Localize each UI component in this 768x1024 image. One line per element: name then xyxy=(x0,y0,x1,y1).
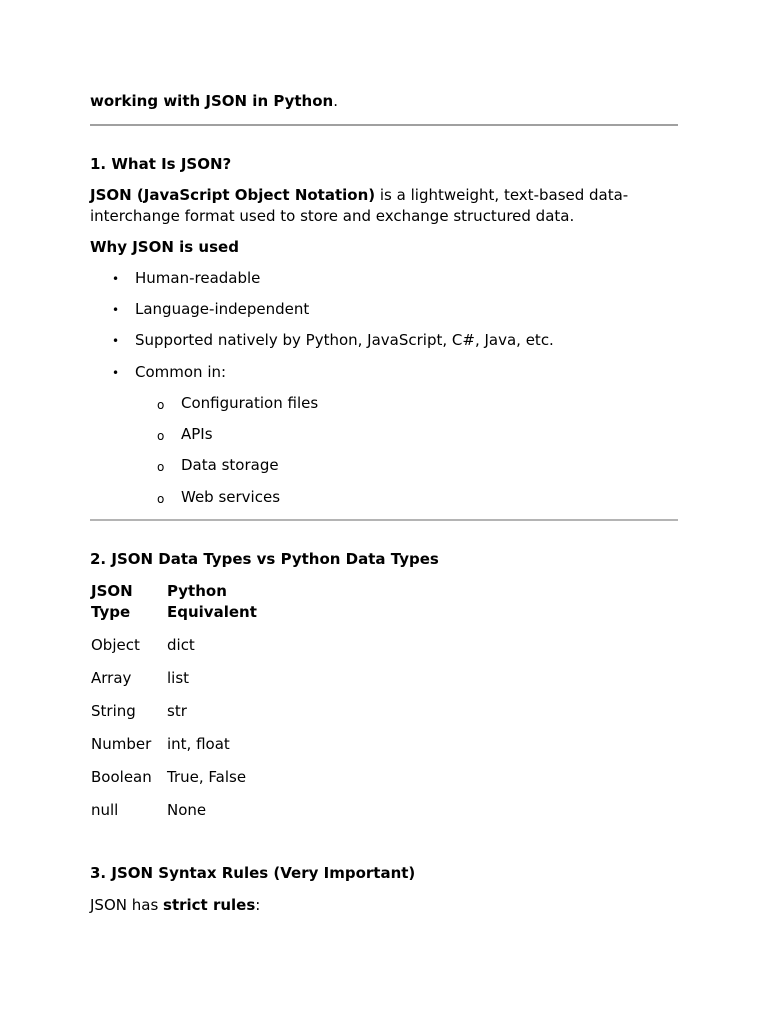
list-item-text: Human-readable xyxy=(135,269,261,287)
section3-text: JSON has strict rules: xyxy=(90,896,261,914)
bullet-icon: • xyxy=(112,366,120,380)
table-cell-python: None xyxy=(167,801,207,819)
bullet-icon: • xyxy=(112,334,120,348)
why-json-heading: Why JSON is used xyxy=(90,238,239,256)
sub-list-item-text: Data storage xyxy=(181,456,279,474)
table-cell-json: String xyxy=(91,702,136,720)
sub-list-item-text: Web services xyxy=(181,488,281,506)
intro-tail: . xyxy=(333,92,339,110)
sub-list-item-text: Configuration files xyxy=(181,394,319,412)
table-cell-python: int, float xyxy=(167,735,230,753)
intro-line xyxy=(90,91,338,112)
bullet-icon: • xyxy=(112,272,120,286)
header-python-line-2: Equivalent xyxy=(167,603,257,621)
strict-rules-emphasis: strict rules xyxy=(163,896,256,914)
definition-term: JSON (JavaScript Object Notation) xyxy=(90,186,376,204)
list-item-text: Language-independent xyxy=(135,300,310,318)
divider-1 xyxy=(90,124,678,126)
list-item-text: Common in: xyxy=(135,363,227,381)
circle-bullet-icon: o xyxy=(157,460,165,474)
circle-bullet-icon: o xyxy=(157,429,165,443)
list-item-text: Supported natively by Python, JavaScript, C#, Java, etc. xyxy=(135,331,554,349)
table-cell-python: list xyxy=(167,669,190,687)
table-cell-json: Boolean xyxy=(91,768,152,786)
intro-bold: working with JSON in Python xyxy=(90,92,334,110)
table-cell-json: Number xyxy=(91,735,152,753)
table-cell-python: True, False xyxy=(167,768,247,786)
section3-heading: 3. JSON Syntax Rules (Very Important) xyxy=(90,864,416,882)
header-python-line-1: Python xyxy=(167,582,227,600)
table-cell-python: dict xyxy=(167,636,195,654)
divider-2 xyxy=(90,519,678,521)
table-cell-json: Object xyxy=(91,636,140,654)
table-cell-python: str xyxy=(167,702,187,720)
header-json-line-1: JSON xyxy=(91,582,133,600)
header-json-line-2: Type xyxy=(91,603,131,621)
definition-line-1: JSON (JavaScript Object Notation) is a lightweight, text-based data- xyxy=(90,186,629,204)
table-cell-json: Array xyxy=(91,669,132,687)
circle-bullet-icon: o xyxy=(157,492,165,506)
bullet-icon: • xyxy=(112,303,120,317)
section1-heading: 1. What Is JSON? xyxy=(90,155,232,173)
table-cell-json: null xyxy=(91,801,119,819)
circle-bullet-icon: o xyxy=(157,398,165,412)
section2-heading: 2. JSON Data Types vs Python Data Types xyxy=(90,550,439,568)
sub-list-item-text: APIs xyxy=(181,425,213,443)
definition-line-2: interchange format used to store and exchange structured data. xyxy=(90,207,575,225)
